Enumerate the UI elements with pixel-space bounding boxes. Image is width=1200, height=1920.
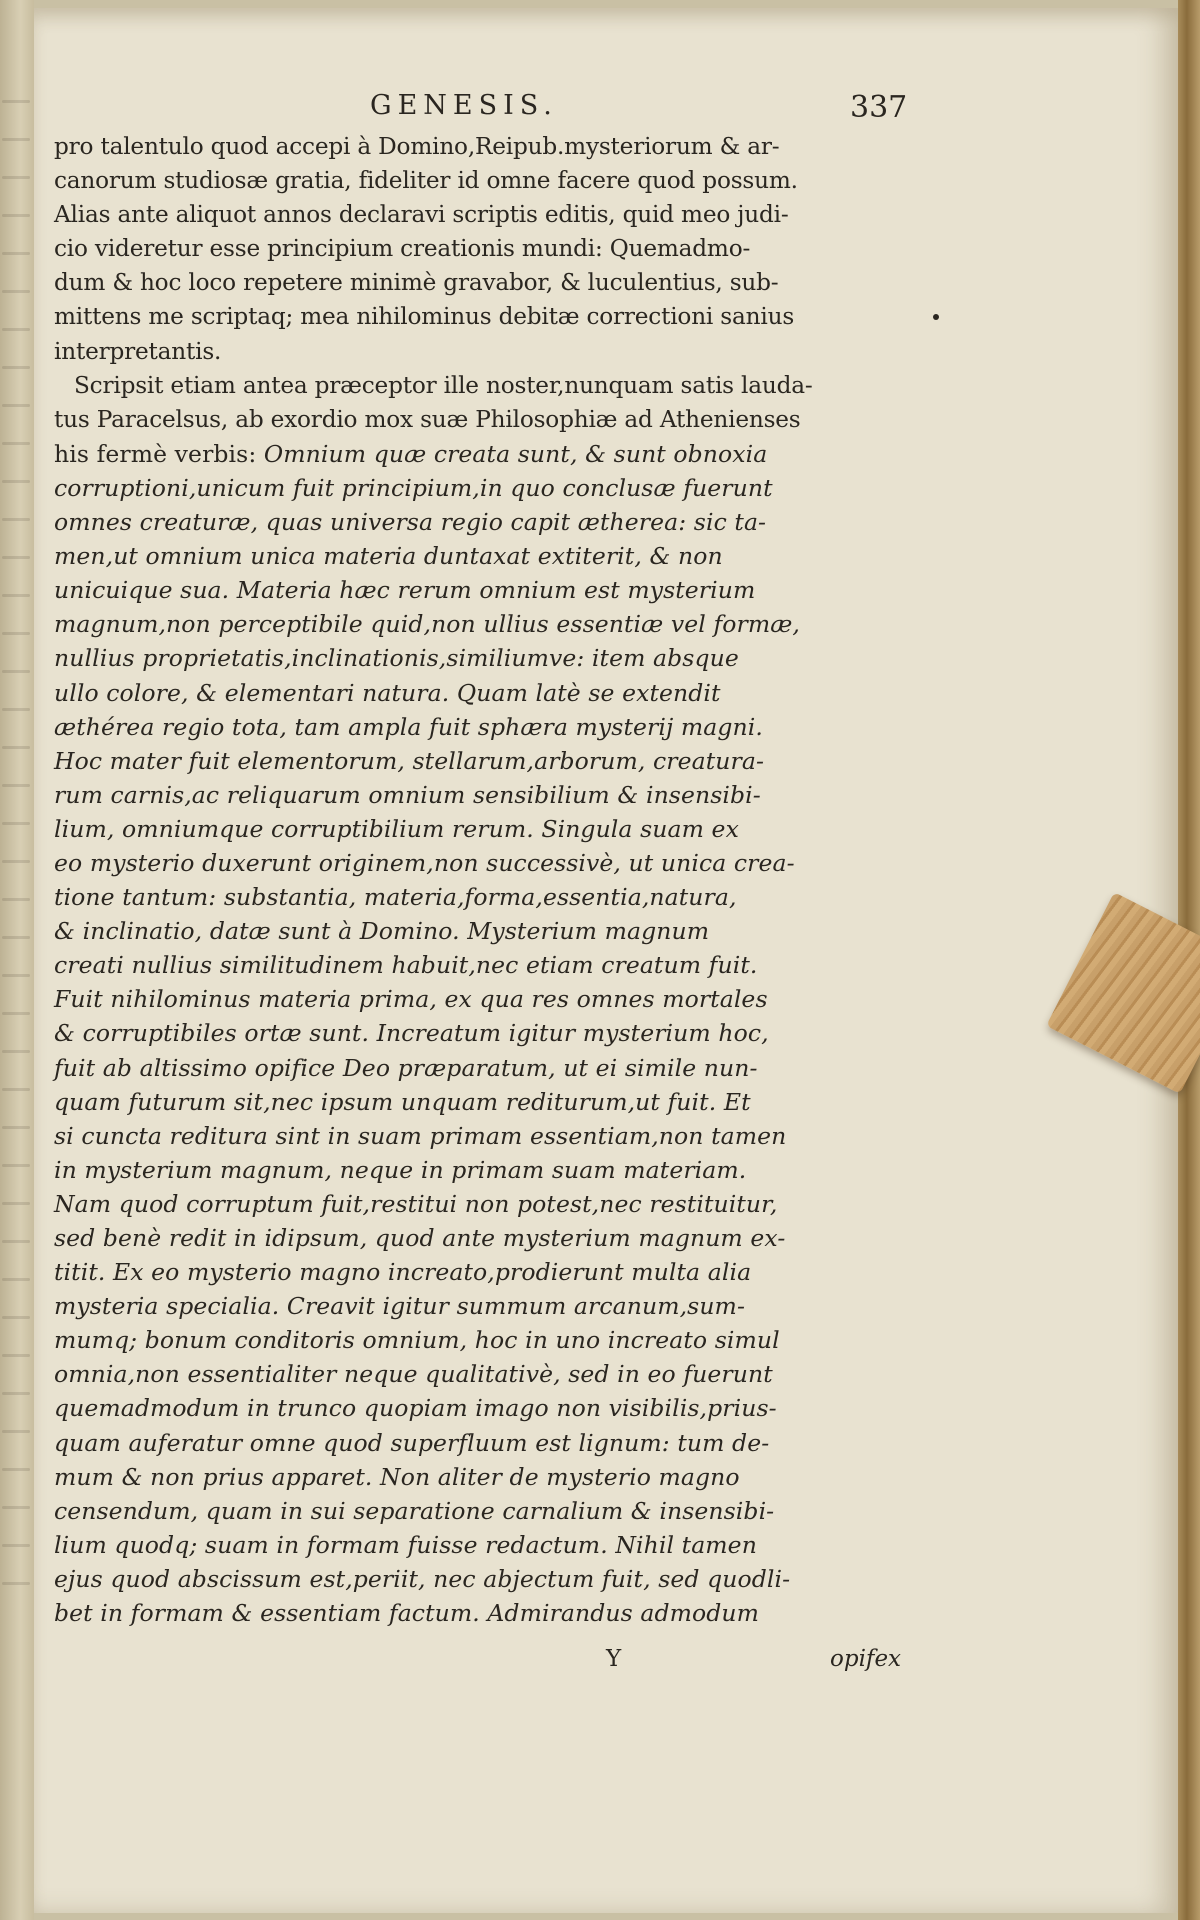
bleed-through-mark xyxy=(2,138,30,141)
bleed-through-mark xyxy=(2,1126,30,1129)
bleed-through-mark xyxy=(2,214,30,217)
text-line: mum & non prius apparet. Non aliter de mysterio magno xyxy=(54,1462,740,1491)
bleed-through-mark xyxy=(2,1050,30,1053)
body-text xyxy=(54,130,904,1630)
bleed-through-mark xyxy=(2,822,30,825)
bleed-through-mark xyxy=(2,1544,30,1547)
text-line: interpretantis. xyxy=(54,337,222,365)
text-line: titit. Ex eo mysterio magno increato,prodierunt multa alia xyxy=(54,1258,752,1287)
text-line: Fuit nihilominus materia prima, ex qua res omnes mortales xyxy=(54,985,768,1014)
text-line: canorum studiosæ gratia, fideliter id omne facere quod possum. xyxy=(54,167,798,195)
text-line: quemadmodum in trunco quopiam imago non visibilis,prius- xyxy=(54,1394,777,1423)
text-line: eo mysterio duxerunt originem,non successivè, ut unica crea- xyxy=(54,848,795,877)
bleed-through-mark xyxy=(2,1240,30,1243)
bleed-through-mark xyxy=(2,1316,30,1319)
text-line: & inclinatio, datæ sunt à Domino. Mysterium magnum xyxy=(54,917,710,946)
bleed-through-mark xyxy=(2,518,30,521)
text-line: fuit ab altissimo opifice Deo præparatum, ut ei simile nun- xyxy=(54,1053,758,1082)
bleed-through-mark xyxy=(2,556,30,559)
text-line: bet in formam & essentiam factum. Admirandus admodum xyxy=(54,1599,760,1628)
text-line: lium quodq; suam in formam fuisse redactum. Nihil tamen xyxy=(54,1530,757,1559)
text-line: omnia,non essentialiter neque qualitativè, sed in eo fuerunt xyxy=(54,1360,773,1389)
bleed-through-mark xyxy=(2,1164,30,1167)
bleed-through-mark xyxy=(2,100,30,103)
text-line: ejus quod abscissum est,periit, nec abjectum fuit, sed quodli- xyxy=(54,1564,791,1593)
text-line: quam auferatur omne quod superfluum est lignum: tum de- xyxy=(54,1428,770,1457)
bleed-through-mark xyxy=(2,1392,30,1395)
italic-fragment: Omnium quæ creata sunt, & sunt obnoxia xyxy=(263,439,768,468)
bleed-through-mark xyxy=(2,1354,30,1357)
bleed-through-mark xyxy=(2,176,30,179)
bleed-through-mark xyxy=(2,860,30,863)
text-line: censendum, quam in sui separatione carnalium & insensibi- xyxy=(54,1496,775,1525)
text-line: cio videretur esse principium creationis mundi: Quemadmo- xyxy=(54,235,751,263)
text-line: pro talentulo quod accepi à Domino,Reipub.mysteriorum & ar- xyxy=(54,133,780,160)
bleed-through-mark xyxy=(2,746,30,749)
bleed-through-mark xyxy=(2,784,30,787)
bleed-through-mark xyxy=(2,1088,30,1091)
catchword: opifex xyxy=(830,1646,902,1672)
text-line: Hoc mater fuit elementorum, stellarum,arborum, creatura- xyxy=(54,746,765,775)
text-line: ullo colore, & elementari natura. Quam latè se extendit xyxy=(54,678,721,707)
bleed-through-mark xyxy=(2,1506,30,1509)
text-line: Nam quod corruptum fuit,restitui non potest,nec restituitur, xyxy=(54,1189,778,1218)
bleed-through-mark xyxy=(2,594,30,597)
margin-dot xyxy=(933,314,939,320)
bleed-through-mark xyxy=(2,708,30,711)
running-head xyxy=(30,90,1130,130)
text-line: æthérea regio tota, tam ampla fuit sphæra mysterij magni. xyxy=(54,712,763,741)
bleed-through-mark xyxy=(2,328,30,331)
text-line: mumq; bonum conditoris omnium, hoc in uno increato simul xyxy=(54,1326,780,1355)
text-line: tus Paracelsus, ab exordio mox suæ Philosophiæ ad Athenienses xyxy=(54,405,801,433)
bleed-through-mark xyxy=(2,366,30,369)
bleed-through-mark xyxy=(2,1430,30,1433)
bleed-through-mark xyxy=(2,898,30,901)
text-line: lium, omniumque corruptibilium rerum. Singula suam ex xyxy=(54,814,739,843)
page-number: 337 xyxy=(850,90,908,125)
text-line: creati nullius similitudinem habuit,nec etiam creatum fuit. xyxy=(54,951,758,980)
bleed-through-mark xyxy=(2,632,30,635)
text-line: sed benè redit in idipsum, quod ante mysterium magnum ex- xyxy=(54,1224,786,1252)
text-line: dum & hoc loco repetere minimè gravabor, & luculentius, sub- xyxy=(54,269,779,297)
text-line: unicuique sua. Materia hæc rerum omnium est mysterium xyxy=(54,576,756,605)
bleed-through-mark xyxy=(2,936,30,939)
text-line: rum carnis,ac reliquarum omnium sensibilium & insensibi- xyxy=(54,780,761,809)
text-line: mysteria specialia. Creavit igitur summum arcanum,sum- xyxy=(54,1292,745,1321)
bleed-through-mark xyxy=(2,290,30,293)
bleed-through-mark xyxy=(2,442,30,445)
text-line: tione tantum: substantia, materia,forma,essentia,natura, xyxy=(54,883,737,912)
bleed-through-mark xyxy=(2,974,30,977)
text-line: in mysterium magnum, neque in primam suam materiam. xyxy=(54,1155,747,1184)
text-line: si cuncta reditura sint in suam primam essentiam,non tamen xyxy=(54,1121,787,1150)
text-line: & corruptibiles ortæ sunt. Increatum igitur mysterium hoc, xyxy=(54,1019,769,1048)
text-line: mittens me scriptaq; mea nihilominus debitæ correctioni sanius xyxy=(54,303,795,331)
text-line: magnum,non perceptibile quid,non ullius essentiæ vel formæ, xyxy=(54,610,800,639)
bleed-through-mark xyxy=(2,480,30,483)
running-title: GENESIS. xyxy=(370,90,558,121)
text-line: nullius proprietatis,inclinationis,similiumve: item absque xyxy=(54,644,739,673)
bleed-through-mark xyxy=(2,1278,30,1281)
text-line: Scripsit etiam antea præceptor ille noster,nunquam satis lauda- xyxy=(74,371,813,399)
text-line: Alias ante aliquot annos declaravi scriptis editis, quid meo judi- xyxy=(54,201,789,229)
bleed-through-mark xyxy=(2,1468,30,1471)
roman-fragment: his fermè verbis: xyxy=(54,439,264,468)
text-line: corruptioni,unicum fuit principium,in quo conclusæ fuerunt xyxy=(54,473,773,502)
text-line: omnes creaturæ, quas universa regio capit ætherea: sic ta- xyxy=(54,508,767,537)
left-page-gutter xyxy=(0,0,34,1920)
bleed-through-mark xyxy=(2,1202,30,1205)
signature-mark: Y xyxy=(606,1646,622,1672)
bleed-through-mark xyxy=(2,1012,30,1015)
text-line: quam futurum sit,nec ipsum unquam rediturum,ut fuit. Et xyxy=(54,1087,751,1116)
bleed-through-mark xyxy=(2,1582,30,1585)
text-line xyxy=(54,437,904,471)
bleed-through-mark xyxy=(2,670,30,673)
bleed-through-mark xyxy=(2,404,30,407)
bleed-through-mark xyxy=(2,252,30,255)
text-line: men,ut omnium unica materia duntaxat extiterit, & non xyxy=(54,542,723,571)
